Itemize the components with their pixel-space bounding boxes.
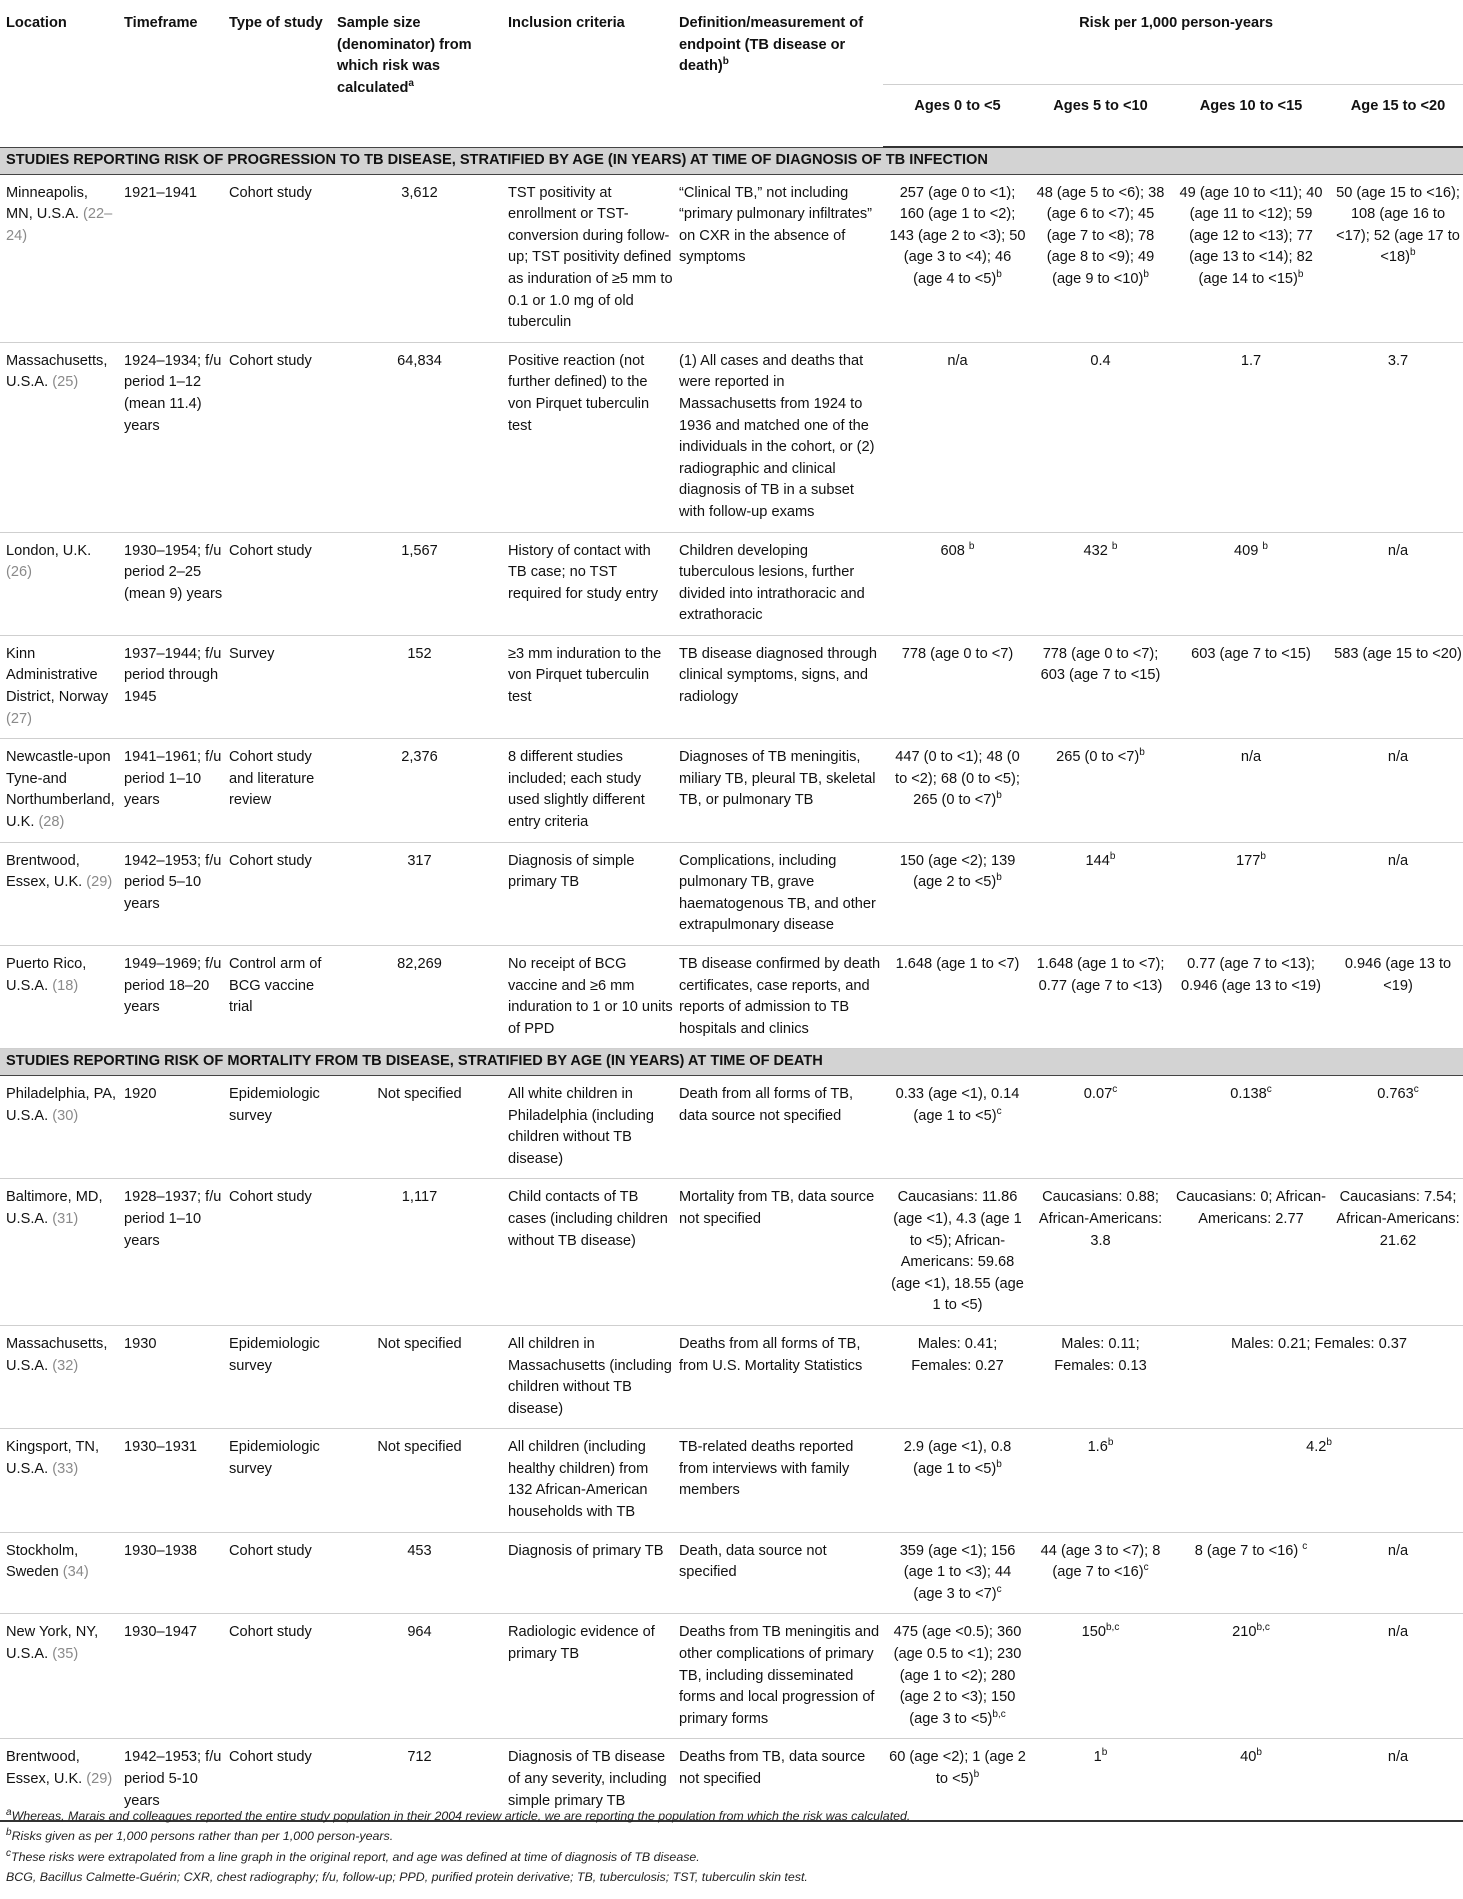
cell-risk-5-10: 144$^b$: [1026, 842, 1169, 945]
cell-definition: Deaths from all forms of TB, from U.S. Mortality Statistics: [673, 1325, 883, 1428]
cell-location: Newcastle-upon Tyne-and Northumberland, U.K. (28): [0, 739, 118, 842]
cell-risk-10-15: 409 $^b$: [1169, 532, 1327, 635]
cell-risk-15-20: n/a: [1327, 739, 1463, 842]
cell-risk-10-15: 1.7: [1169, 342, 1327, 532]
cell-definition: TB disease diagnosed through clinical symptoms, signs, and radiology: [673, 635, 883, 738]
reference-link[interactable]: (27): [6, 710, 32, 727]
header-label: Inclusion criteria: [508, 15, 625, 31]
cell-risk-15-20: n/a: [1327, 1614, 1463, 1739]
cell-timeframe: 1949–1969; f/u period 18–20 years: [118, 946, 223, 1049]
cell-location: Stockholm, Sweden (34): [0, 1532, 118, 1614]
cell-risk-0-5: 0.33 (age <1), 0.14 (age 1 to <5)$^c$: [883, 1075, 1026, 1178]
cell-definition: Deaths from TB, data source not specified: [673, 1739, 883, 1821]
cell-risk-0-5: 608 $^b$: [883, 532, 1026, 635]
cell-risk-5-10: 1.648 (age 1 to <7); 0.77 (age 7 to <13): [1026, 946, 1169, 1049]
footnote-mark: b: [1260, 850, 1266, 862]
cell-risk-15-20: n/a: [1327, 842, 1463, 945]
cell-risk-0-5: 447 (0 to <1); 48 (0 to <2); 68 (0 to <5); 265 (0 to <7)$^b$: [883, 739, 1026, 842]
cell-location: Baltimore, MD, U.S.A. (31): [0, 1179, 118, 1326]
cell-definition: “Clinical TB,” not including “primary pulmonary infiltrates” on CXR in the absence of symptoms: [673, 174, 883, 342]
cell-location: Brentwood, Essex, U.K. (29): [0, 842, 118, 945]
cell-inclusion: All children (including healthy children) from 132 African-American households with TB: [502, 1429, 673, 1532]
cell-timeframe: 1930–1954; f/u period 2–25 (mean 9) years: [118, 532, 223, 635]
cell-sample: Not specified: [331, 1325, 502, 1428]
footnote-b: $^b$Risks given as per 1,000 persons rather than per 1,000 person-years.: [6, 1827, 394, 1844]
cell-risk-15-20: 3.7: [1327, 342, 1463, 532]
footnote-mark: b: [996, 790, 1002, 802]
cell-location: Minneapolis, MN, U.S.A. (22–24): [0, 174, 118, 342]
cell-timeframe: 1930–1947: [118, 1614, 223, 1739]
cell-location: London, U.K. (26): [0, 532, 118, 635]
cell-definition: (1) All cases and deaths that were reported in Massachusetts from 1924 to 1936 and matched one of the individuals in the cohort, or (2) radiographic and clinical diagnosis of TB in a subset with follow-up exams: [673, 342, 883, 532]
footnote-mark: c: [1413, 1084, 1419, 1096]
cell-timeframe: 1921–1941: [118, 174, 223, 342]
cell-risk-5-10: 0.4: [1026, 342, 1169, 532]
reference-link[interactable]: (22–24): [6, 206, 113, 244]
cell-sample: 712: [331, 1739, 502, 1821]
cell-risk-0-5: 150 (age <2); 139 (age 2 to <5)$^b$: [883, 842, 1026, 945]
reference-link[interactable]: (26): [6, 564, 32, 581]
footnote-mark: c: [996, 1583, 1002, 1595]
cell-definition: Deaths from TB meningitis and other complications of primary TB, including disseminated forms and local progression of primary forms: [673, 1614, 883, 1739]
reference-link[interactable]: (29): [86, 874, 113, 891]
col-type: [223, 0, 331, 147]
table-row: [0, 174, 1463, 342]
cell-definition: Complications, including pulmonary TB, grave haematogenous TB, and other extrapulmonary disease: [673, 842, 883, 945]
footnote-mark: b: [968, 540, 975, 552]
table-row: [0, 1325, 1463, 1428]
reference-link[interactable]: (31): [52, 1210, 79, 1227]
cell-risk-10-15: 210$^{b,c}$: [1169, 1614, 1327, 1739]
cell-inclusion: Diagnosis of primary TB: [502, 1532, 673, 1614]
cell-type: Survey: [223, 635, 331, 738]
reference-link[interactable]: (25): [52, 374, 79, 391]
cell-type: Cohort study: [223, 1614, 331, 1739]
cell-sample: 317: [331, 842, 502, 945]
cell-sample: Not specified: [331, 1075, 502, 1178]
col-risk: [883, 0, 1463, 85]
footnote-mark: a: [408, 77, 414, 89]
cell-type: Epidemiologic survey: [223, 1325, 331, 1428]
header-label: Risk per 1,000 person-years: [1079, 15, 1273, 31]
cell-location: New York, NY, U.S.A. (35): [0, 1614, 118, 1739]
table-row: [0, 946, 1463, 1049]
footnote-mark: b: [722, 56, 729, 68]
cell-risk-5-10: 44 (age 3 to <7); 8 (age 7 to <16)$^c$: [1026, 1532, 1169, 1614]
section-label: STUDIES REPORTING RISK OF PROGRESSION TO TB DISEASE, STRATIFIED BY AGE (IN YEARS) AT TIME OF DIAGNOSIS OF TB INFECTION: [0, 147, 1463, 174]
cell-sample: Not specified: [331, 1429, 502, 1532]
cell-risk-5-10: 778 (age 0 to <7); 603 (age 7 to <15): [1026, 635, 1169, 738]
cell-type: Cohort study: [223, 342, 331, 532]
cell-risk-0-5: n/a: [883, 342, 1026, 532]
header-label: Timeframe: [124, 15, 198, 31]
cell-timeframe: 1924–1934; f/u period 1–12 (mean 11.4) years: [118, 342, 223, 532]
age-col-2: Ages 10 to <15: [1169, 85, 1327, 148]
footnote-mark: c: [1143, 1562, 1149, 1574]
cell-location: Brentwood, Essex, U.K. (29): [0, 1739, 118, 1821]
cell-inclusion: Child contacts of TB cases (including children without TB disease): [502, 1179, 673, 1326]
cell-risk-10-15: 603 (age 7 to <15): [1169, 635, 1327, 738]
cell-risk-10-15: 0.77 (age 7 to <13); 0.946 (age 13 to <19): [1169, 946, 1327, 1049]
cell-type: Cohort study: [223, 1532, 331, 1614]
cell-inclusion: Diagnosis of simple primary TB: [502, 842, 673, 945]
cell-type: Cohort study: [223, 532, 331, 635]
cell-risk-0-5: Males: 0.41; Females: 0.27: [883, 1325, 1026, 1428]
cell-risk-15-20: n/a: [1327, 1739, 1463, 1821]
table-row: [0, 1532, 1463, 1614]
footnote-mark: b: [1297, 269, 1304, 281]
table-row: [0, 342, 1463, 532]
cell-risk-5-10: 48 (age 5 to <6); 38 (age 6 to <7); 45 (age 7 to <8); 78 (age 8 to <9); 49 (age 9 to <10)$^b$: [1026, 174, 1169, 342]
cell-risk-15-20: 583 (age 15 to <20): [1327, 635, 1463, 738]
footnote-mark: b,c: [1106, 1622, 1120, 1634]
cell-sample: 1,567: [331, 532, 502, 635]
header-label: Sample size (denominator) from which risk was calculated: [337, 15, 472, 96]
reference-link[interactable]: (34): [62, 1564, 89, 1581]
footnote-mark: b: [1109, 850, 1116, 862]
cell-risk-0-5: 1.648 (age 1 to <7): [883, 946, 1026, 1049]
cell-risk-10-15: n/a: [1169, 739, 1327, 842]
cell-risk-5-10: 432 $^b$: [1026, 532, 1169, 635]
cell-risk-0-5: 257 (age 0 to <1); 160 (age 1 to <2); 143 (age 2 to <3); 50 (age 3 to <4); 46 (age 4 to <5)$^b$: [883, 174, 1026, 342]
cell-risk-15-20: n/a: [1327, 1532, 1463, 1614]
cell-inclusion: All white children in Philadelphia (including children without TB disease): [502, 1075, 673, 1178]
footnote-mark: b: [1410, 247, 1416, 259]
reference-link[interactable]: (30): [52, 1107, 79, 1124]
cell-timeframe: 1941–1961; f/u period 1–10 years: [118, 739, 223, 842]
cell-risk-10-20: Males: 0.21; Females: 0.37: [1169, 1325, 1463, 1428]
section-label: STUDIES REPORTING RISK OF MORTALITY FROM TB DISEASE, STRATIFIED BY AGE (IN YEARS) AT TIME OF DEATH: [0, 1049, 1463, 1076]
table-row: [0, 1075, 1463, 1178]
cell-sample: 964: [331, 1614, 502, 1739]
cell-sample: 1,117: [331, 1179, 502, 1326]
section-header: [0, 1049, 1463, 1076]
table-row: [0, 739, 1463, 842]
table-row: [0, 842, 1463, 945]
cell-risk-5-10: 150$^{b,c}$: [1026, 1614, 1169, 1739]
footnote-mark: b: [1262, 540, 1268, 552]
cell-risk-15-20: 0.946 (age 13 to <19): [1327, 946, 1463, 1049]
cell-inclusion: 8 different studies included; each study used slightly different entry criteria: [502, 739, 673, 842]
cell-type: Cohort study: [223, 842, 331, 945]
cell-sample: 82,269: [331, 946, 502, 1049]
section-header: [0, 147, 1463, 174]
cell-definition: TB disease confirmed by death certificates, case reports, and reports of admission to TB hospitals and clinics: [673, 946, 883, 1049]
table-row: [0, 1429, 1463, 1532]
footnote-mark: c: [996, 1105, 1002, 1117]
cell-timeframe: 1937–1944; f/u period through 1945: [118, 635, 223, 738]
cell-inclusion: Positive reaction (not further defined) to the von Pirquet tuberculin test: [502, 342, 673, 532]
footnote-mark: b: [973, 1769, 980, 1781]
cell-risk-15-20: Caucasians: 7.54; African-Americans: 21.62: [1327, 1179, 1463, 1326]
cell-risk-5-10: 1.6$^b$: [1026, 1429, 1169, 1532]
cell-sample: 64,834: [331, 342, 502, 532]
cell-timeframe: 1930–1938: [118, 1532, 223, 1614]
reference-link[interactable]: (29): [86, 1771, 113, 1787]
footnote-mark: c: [1112, 1084, 1118, 1096]
cell-risk-5-10: Caucasians: 0.88; African-Americans: 3.8: [1026, 1179, 1169, 1326]
cell-sample: 2,376: [331, 739, 502, 842]
cell-location: Puerto Rico, U.S.A. (18): [0, 946, 118, 1049]
cell-risk-0-5: Caucasians: 11.86 (age <1), 4.3 (age 1 to <5); African-Americans: 59.68 (age <1), 18.55 (age 1 to <5): [883, 1179, 1026, 1326]
cell-definition: Death, data source not specified: [673, 1532, 883, 1614]
footnote-mark: b,c: [992, 1708, 1006, 1720]
table-body: [0, 147, 1463, 1821]
cell-risk-0-5: 2.9 (age <1), 0.8 (age 1 to <5)$^b$: [883, 1429, 1026, 1532]
cell-risk-0-5: 60 (age <2); 1 (age 2 to <5)$^b$: [883, 1739, 1026, 1821]
cell-location: Philadelphia, PA, U.S.A. (30): [0, 1075, 118, 1178]
cell-risk-10-15: 8 (age 7 to <16) $^c$: [1169, 1532, 1327, 1614]
header-label: Location: [6, 15, 67, 31]
cell-definition: Children developing tuberculous lesions, further divided into intrathoracic and extrathoracic: [673, 532, 883, 635]
cell-inclusion: All children in Massachusetts (including children without TB disease): [502, 1325, 673, 1428]
cell-location: Kinn Administrative District, Norway (27): [0, 635, 118, 738]
footnote-mark: b,c: [1256, 1622, 1270, 1634]
cell-definition: Mortality from TB, data source not specified: [673, 1179, 883, 1326]
cell-risk-5-10: Males: 0.11; Females: 0.13: [1026, 1325, 1169, 1428]
cell-risk-10-20: 4.2$^b$: [1169, 1429, 1463, 1532]
cell-timeframe: 1920: [118, 1075, 223, 1178]
cell-definition: Death from all forms of TB, data source not specified: [673, 1075, 883, 1178]
cell-risk-10-15: 40$^b$: [1169, 1739, 1327, 1821]
cell-location: Massachusetts, U.S.A. (25): [0, 342, 118, 532]
cell-type: Cohort study: [223, 1739, 331, 1821]
reference-link[interactable]: (18): [52, 977, 79, 994]
cell-timeframe: 1942–1953; f/u period 5-10 years: [118, 1739, 223, 1821]
footnotes: [6, 1806, 910, 1888]
cell-timeframe: 1942–1953; f/u period 5–10 years: [118, 842, 223, 945]
cell-risk-10-15: 49 (age 10 to <11); 40 (age 11 to <12); 59 (age 12 to <13); 77 (age 13 to <14); 82 (age 14 to <15)$^b$: [1169, 174, 1327, 342]
cell-location: Kingsport, TN, U.S.A. (33): [0, 1429, 118, 1532]
age-col-1: Ages 5 to <10: [1026, 85, 1169, 148]
reference-link[interactable]: (35): [52, 1646, 79, 1663]
cell-inclusion: No receipt of BCG vaccine and ≥6 mm induration to 1 or 10 units of PPD: [502, 946, 673, 1049]
col-timeframe: [118, 0, 223, 147]
cell-risk-5-10: 1$^b$: [1026, 1739, 1169, 1821]
cell-location: Massachusetts, U.S.A. (32): [0, 1325, 118, 1428]
cell-risk-10-15: 0.138$^c$: [1169, 1075, 1327, 1178]
header-label: Definition/measurement of endpoint (TB disease or death): [679, 15, 864, 75]
cell-sample: 3,612: [331, 174, 502, 342]
cell-type: Cohort study and literature review: [223, 739, 331, 842]
footnote-mark: b: [1101, 1747, 1108, 1759]
cell-definition: TB-related deaths reported from interviews with family members: [673, 1429, 883, 1532]
cell-inclusion: History of contact with TB case; no TST required for study entry: [502, 532, 673, 635]
cell-risk-0-5: 359 (age <1); 156 (age 1 to <3); 44 (age 3 to <7)$^c$: [883, 1532, 1026, 1614]
footnote-mark: b: [1107, 1437, 1114, 1449]
footnote-mark: b: [1326, 1437, 1332, 1449]
reference-link[interactable]: (32): [52, 1357, 79, 1374]
header-row: [0, 0, 1463, 85]
cell-type: Control arm of BCG vaccine trial: [223, 946, 331, 1049]
cell-type: Cohort study: [223, 1179, 331, 1326]
col-definition: [673, 0, 883, 147]
cell-risk-15-20: n/a: [1327, 532, 1463, 635]
footnote-abbreviations: BCG, Bacillus Calmette-Guérin; CXR, chest radiography; f/u, follow-up; PPD, purified protein derivative; TB, tuberculosis; TST, tuberculin skin test.: [6, 1870, 808, 1885]
footnote-mark: b: [996, 1459, 1002, 1471]
footnote-mark: b: [996, 872, 1002, 884]
age-col-0: Ages 0 to <5: [883, 85, 1026, 148]
cell-timeframe: 1930: [118, 1325, 223, 1428]
reference-link[interactable]: (28): [38, 814, 65, 831]
reference-link[interactable]: (33): [52, 1460, 79, 1477]
col-sample: [331, 0, 502, 147]
footnote-c: $^c$These risks were extrapolated from a line graph in the original report, and age was defined at time of diagnosis of TB disease.: [6, 1847, 700, 1864]
cell-risk-15-20: 0.763$^c$: [1327, 1075, 1463, 1178]
table-row: [0, 1614, 1463, 1739]
cell-risk-15-20: 50 (age 15 to <16); 108 (age 16 to <17); 52 (age 17 to <18)$^b$: [1327, 174, 1463, 342]
cell-risk-10-15: 177$^b$: [1169, 842, 1327, 945]
cell-sample: 152: [331, 635, 502, 738]
cell-risk-10-15: Caucasians: 0; African-Americans: 2.77: [1169, 1179, 1327, 1326]
table-row: [0, 532, 1463, 635]
footnote-mark: c: [1266, 1084, 1272, 1096]
cell-definition: Diagnoses of TB meningitis, miliary TB, pleural TB, skeletal TB, or pulmonary TB: [673, 739, 883, 842]
footnote-mark: b: [1143, 269, 1149, 281]
cell-type: Epidemiologic survey: [223, 1429, 331, 1532]
cell-inclusion: TST positivity at enrollment or TST-conversion during follow-up; TST positivity defined as induration of ≥5 mm to 0.1 or 1.0 mg of old tuberculin: [502, 174, 673, 342]
col-location: [0, 0, 118, 147]
cell-risk-0-5: 778 (age 0 to <7): [883, 635, 1026, 738]
cell-inclusion: Diagnosis of TB disease of any severity, including simple primary TB: [502, 1739, 673, 1821]
footnote-a: $^a$Whereas, Marais and colleagues reported the entire study population in their 2004 review article, we are reporting the population from which the risk was calculated.: [6, 1806, 911, 1823]
col-inclusion: [502, 0, 673, 147]
cell-risk-5-10: 0.07$^c$: [1026, 1075, 1169, 1178]
age-col-3: Age 15 to <20: [1327, 85, 1463, 148]
cell-risk-5-10: 265 (0 to <7)$^b$: [1026, 739, 1169, 842]
cell-risk-0-5: 475 (age <0.5); 360 (age 0.5 to <1); 230 (age 1 to <2); 280 (age 2 to <3); 150 (age 3 to <5)$^{b,c}$: [883, 1614, 1026, 1739]
cell-timeframe: 1930–1931: [118, 1429, 223, 1532]
cell-timeframe: 1928–1937; f/u period 1–10 years: [118, 1179, 223, 1326]
cell-inclusion: Radiologic evidence of primary TB: [502, 1614, 673, 1739]
cell-type: Epidemiologic survey: [223, 1075, 331, 1178]
footnote-mark: b: [1139, 747, 1145, 759]
footnote-mark: b: [1256, 1747, 1262, 1759]
footnote-mark: b: [1111, 540, 1118, 552]
footnote-mark: b: [996, 269, 1002, 281]
header-label: Type of study: [229, 15, 323, 31]
footnote-mark: c: [1302, 1540, 1308, 1552]
cell-inclusion: ≥3 mm induration to the von Pirquet tuberculin test: [502, 635, 673, 738]
table-row: [0, 635, 1463, 738]
cell-sample: 453: [331, 1532, 502, 1614]
cell-type: Cohort study: [223, 174, 331, 342]
table-row: [0, 1179, 1463, 1326]
